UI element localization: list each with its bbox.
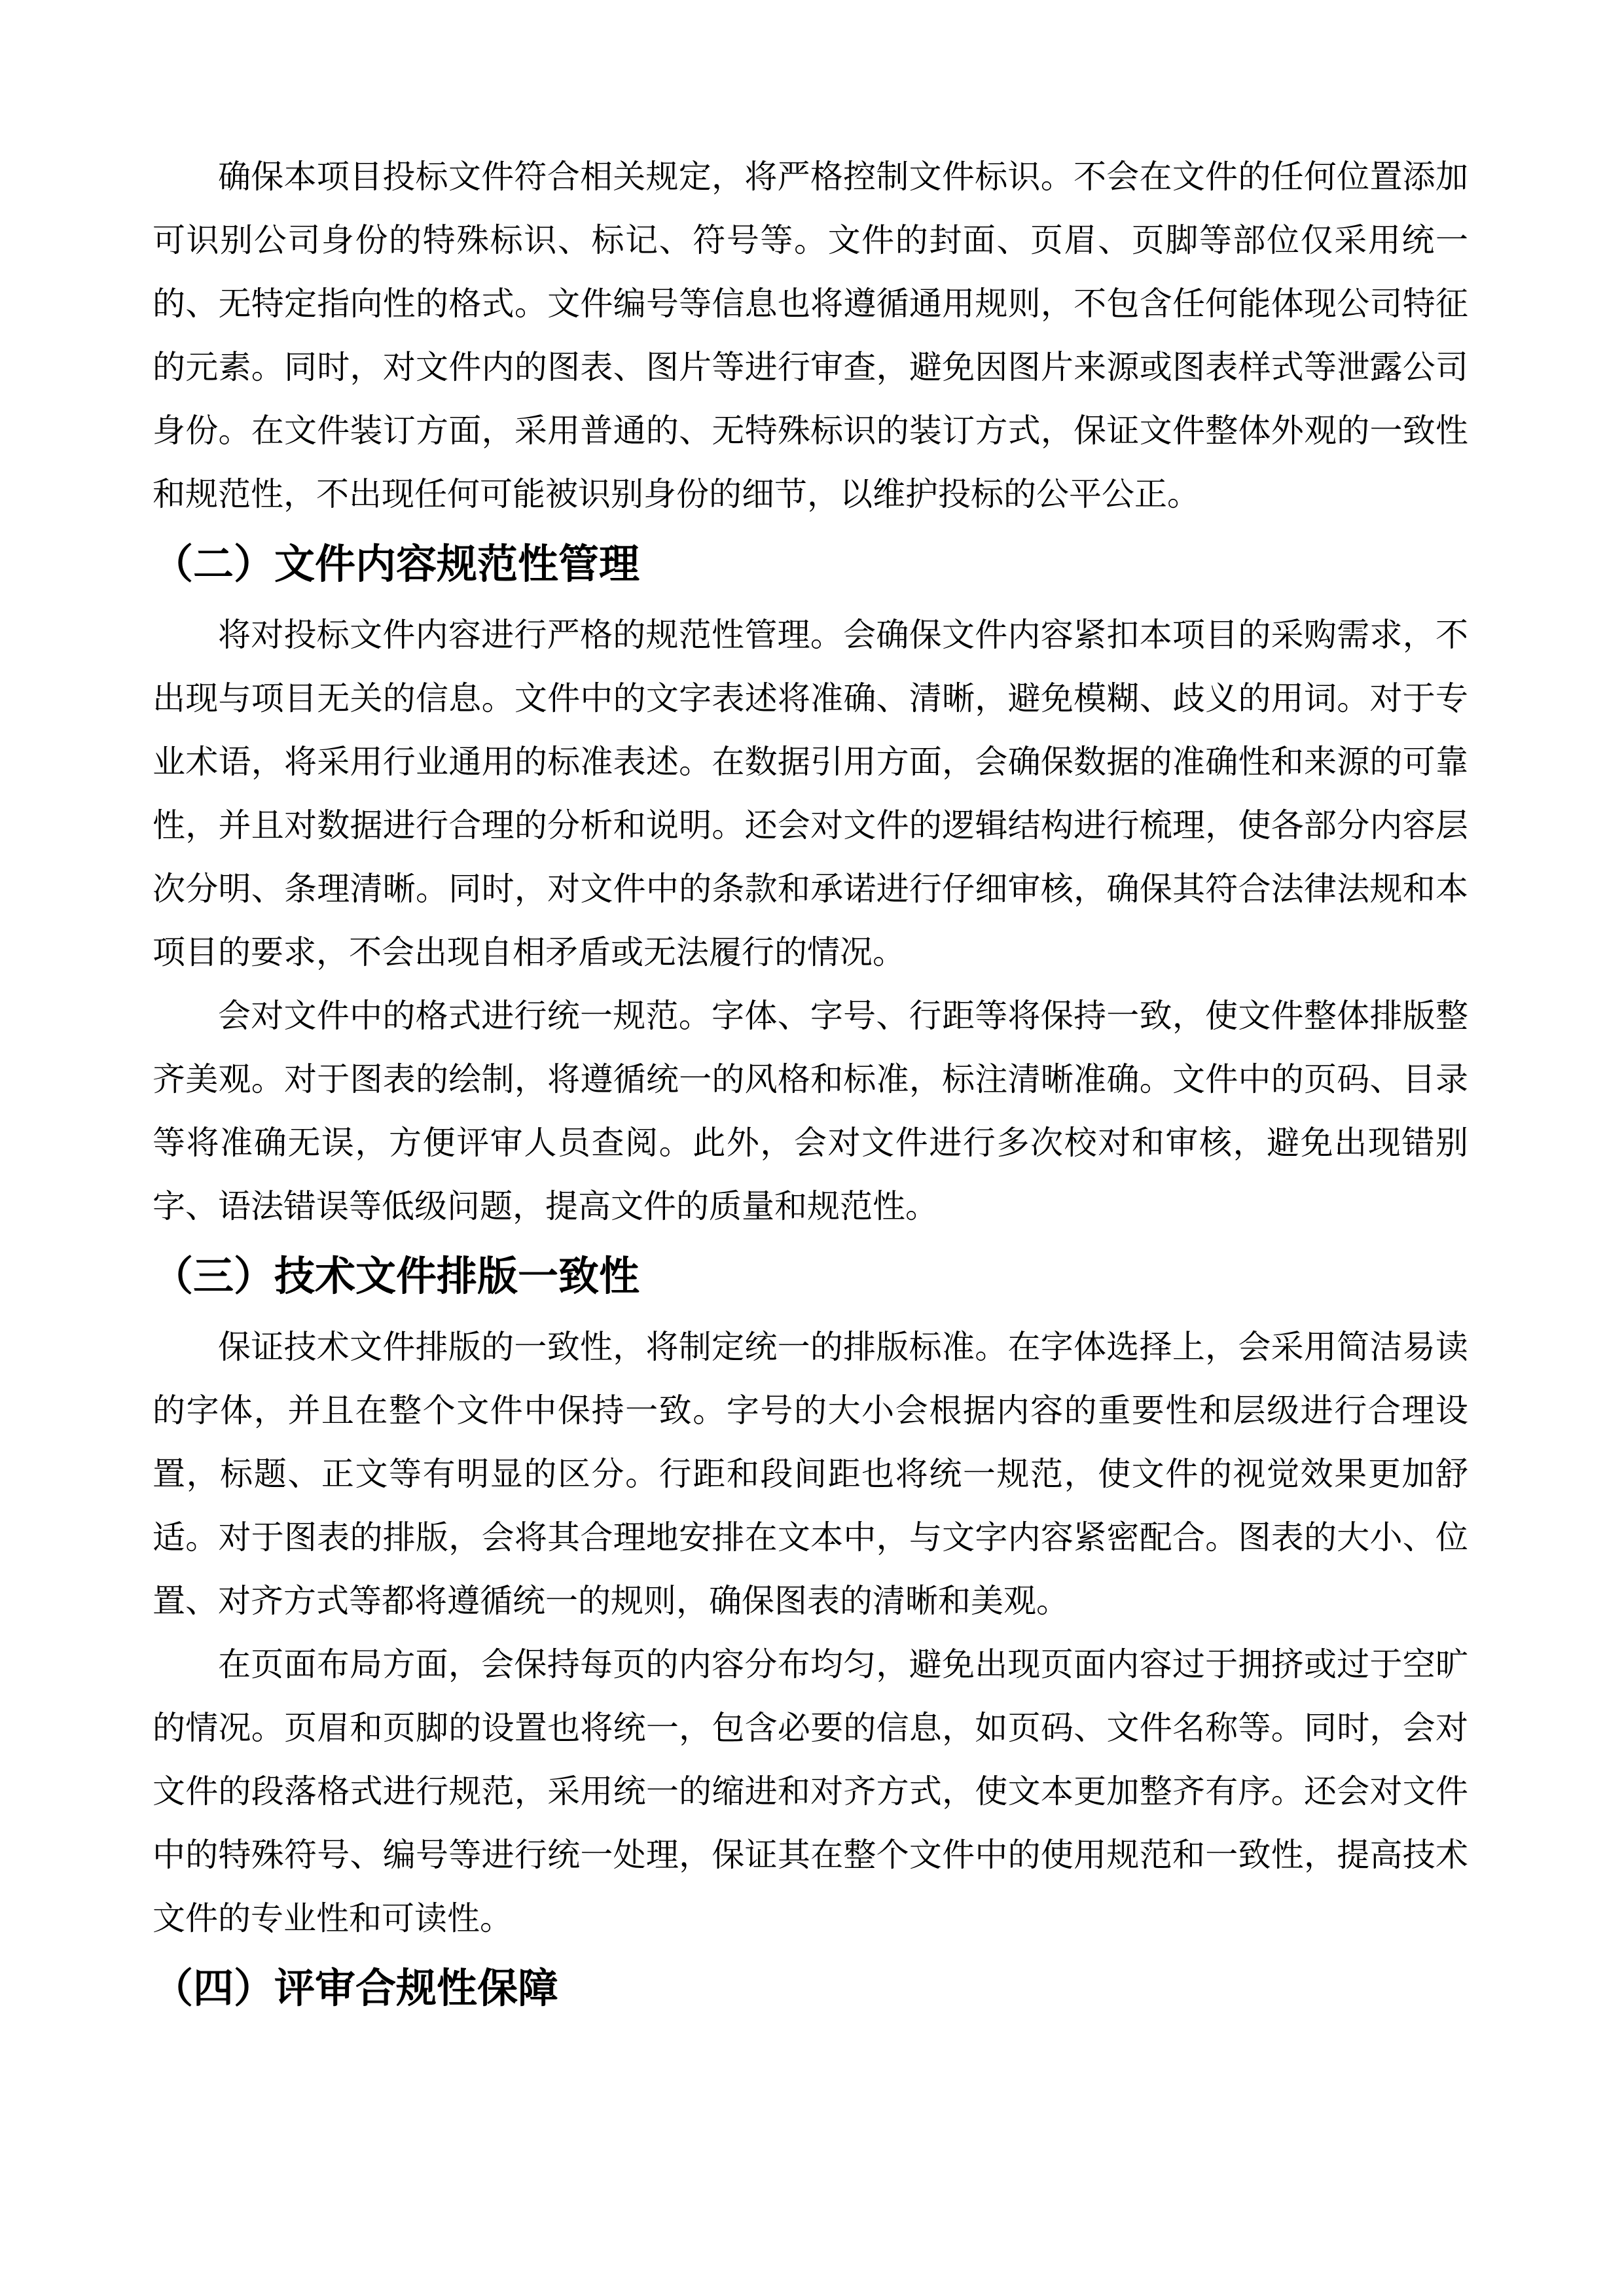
body-paragraph-content-management-2: 会对文件中的格式进行统一规范。字体、字号、行距等将保持一致，使文件整体排版整齐美观。对于图表的绘制，将遵循统一的风格和标准，标注清晰准确。文件中的页码、目录等将准确无误，方便评审人员查阅。此外，会对文件进行多次校对和审核，避免出现错别字、语法错误等低级问题，提高文件的质量和规范性。 [153,997,1468,1225]
section-heading-3: （三）技术文件排版一致性 [153,1255,640,1299]
body-paragraph-layout-consistency-2: 在页面布局方面，会保持每页的内容分布均匀，避免出现页面内容过于拥挤或过于空旷的情况。页眉和页脚的设置也将统一，包含必要的信息，如页码、文件名称等。同时，会对文件的段落格式进行规范，采用统一的缩进和对齐方式，使文本更加整齐有序。还会对文件中的特殊符号、编号等进行统一处理，保证其在整个文件中的使用规范和一致性，提高技术文件的专业性和可读性。 [153,1646,1468,1937]
body-paragraph-content-management-1: 将对投标文件内容进行严格的规范性管理。会确保文件内容紧扣本项目的采购需求，不出现与项目无关的信息。文件中的文字表述将准确、清晰，避免模糊、歧义的用词。对于专业术语，将采用行业通用的标准表述。在数据引用方面，会确保数据的准确性和来源的可靠性，并且对数据进行合理的分析和说明。还会对文件的逻辑结构进行梳理，使各部分内容层次分明、条理清晰。同时，对文件中的条款和承诺进行仔细审核，确保其符合法律法规和本项目的要求，不会出现自相矛盾或无法履行的情况。 [153,617,1468,971]
section-heading-4: （四）评审合规性保障 [153,1967,559,2011]
body-paragraph-layout-consistency-1: 保证技术文件排版的一致性，将制定统一的排版标准。在字体选择上，会采用简洁易读的字体，并且在整个文件中保持一致。字号的大小会根据内容的重要性和层级进行合理设置，标题、正文等有明显的区分。行距和段间距也将统一规范，使文件的视觉效果更加舒适。对于图表的排版，会将其合理地安排在文本中，与文字内容紧密配合。图表的大小、位置、对齐方式等都将遵循统一的规则，确保图表的清晰和美观。 [153,1329,1468,1619]
body-paragraph-identity-control: 确保本项目投标文件符合相关规定，将严格控制文件标识。不会在文件的任何位置添加可识别公司身份的特殊标识、标记、符号等。文件的封面、页眉、页脚等部位仅采用统一的、无特定指向性的格式。文件编号等信息也将遵循通用规则，不包含任何能体现公司特征的元素。同时，对文件内的图表、图片等进行审查，避免因图片来源或图表样式等泄露公司身份。在文件装订方面，采用普通的、无特殊标识的装订方式，保证文件整体外观的一致性和规范性，不出现任何可能被识别身份的细节，以维护投标的公平公正。 [153,158,1468,512]
section-heading-2: （二）文件内容规范性管理 [153,543,640,587]
